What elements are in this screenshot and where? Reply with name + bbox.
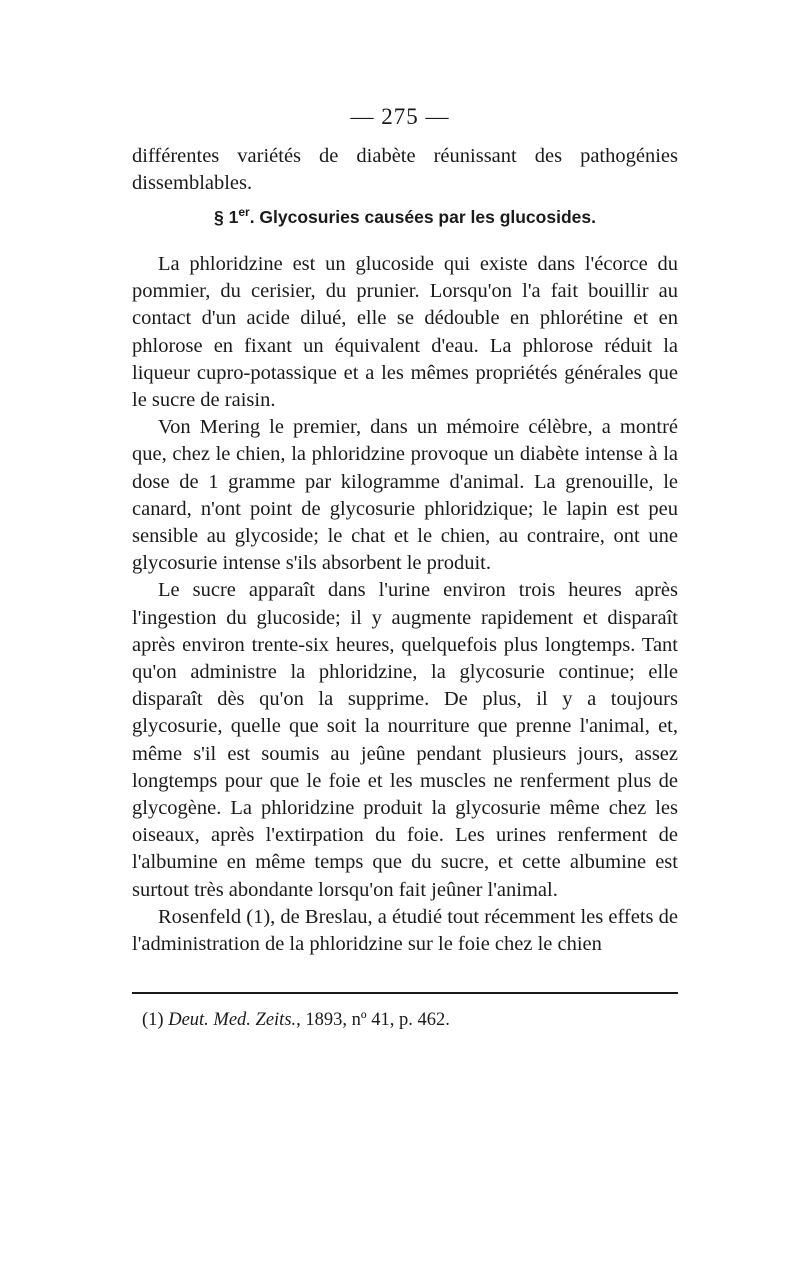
page-number: — 275 — (350, 104, 450, 129)
footnote-marker: (1) (142, 1010, 164, 1030)
paragraph-rosenfeld: Rosenfeld (1), de Breslau, a étudié tout récemment les effets de l'administration de la phloridzine sur le foie chez le chien (132, 905, 678, 956)
footnote-divider (132, 992, 678, 994)
section-title: . Glycosuries causées par les glucosides. (249, 206, 596, 227)
section-heading (132, 205, 678, 228)
section-symbol: § (214, 206, 224, 227)
paragraph-phloridzine: La phloridzine est un glucoside qui existe dans l'écorce du pommier, du cerisier, du prunier. Lorsqu'on l'a fait bouillir au contact d'un acide dilué, elle se dédouble en phlorétine et en phlorose en fixant un équivalent d'eau. La phlorose réduit la liqueur cupro-potassique et a les mêmes propriétés générales que le sucre de raisin. (132, 253, 678, 412)
paragraph-von-mering: Von Mering le premier, dans un mémoire célèbre, a montré que, chez le chien, la phloridzine provoque un diabète intense à la dose de 1 gramme par kilogramme d'animal. La grenouille, le canard, n'ont point de glycosurie phloridzique; le lapin est peu sensible au glycoside; le chat et le chien, au contraire, ont une glycosurie intense s'ils absorbent le produit. (132, 416, 678, 575)
footnote-details: , 1893, nº 41, p. 462. (296, 1010, 450, 1030)
lead-paragraph-block (132, 143, 678, 197)
main-text (132, 251, 678, 958)
lead-paragraph: différentes variétés de diabète réunissant des pathogénies dissemblables. (132, 145, 678, 195)
section-number: 1 (228, 206, 239, 227)
footnote-journal: Deut. Med. Zeits. (168, 1010, 297, 1030)
paragraph-sucre: Le sucre apparaît dans l'urine environ trois heures après l'ingestion du glucoside; il y augmente rapidement et disparaît après environ trente-six heures, quelquefois plus longtemps. Tant qu'on administre la phloridzine, la glycosurie continue; elle disparaît dès qu'on la supprime. De plus, il y a toujours glycosurie, quelle que soit la nourriture que prenne l'animal, et, même s'il est soumis au jeûne pendant plusieurs jours, assez longtemps pour que le foie et les muscles ne renferment plus de glycogène. La phloridzine produit la glycosurie même chez les oiseaux, après l'extirpation du foie. Les urines renferment de l'albumine en même temps que du sucre, et cette albumine est surtout très abondante lorsqu'on fait jeûner l'animal. (132, 579, 678, 901)
footnote (142, 1008, 678, 1032)
section-number-superscript: er (238, 205, 250, 219)
